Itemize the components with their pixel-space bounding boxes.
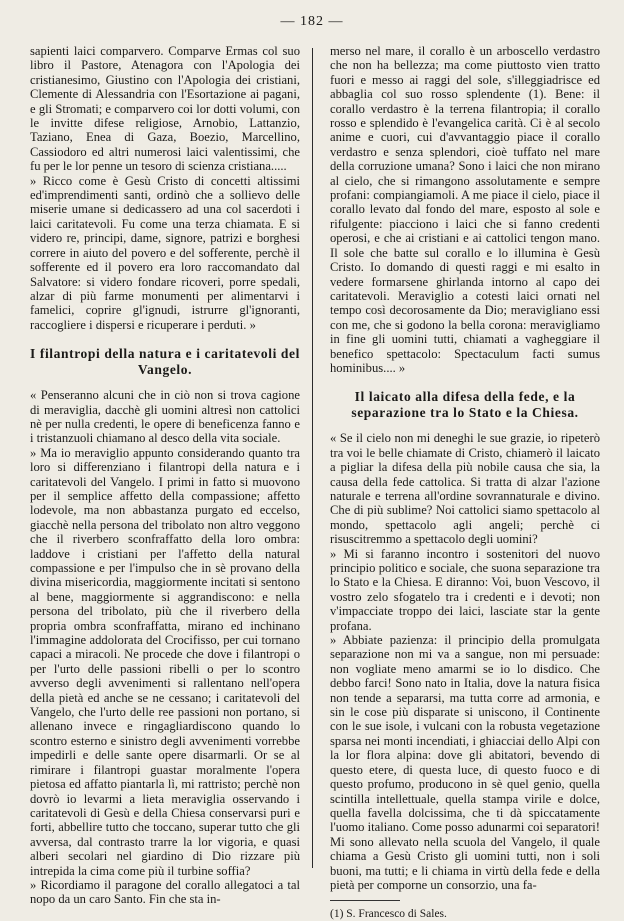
- paragraph: » Mi si faranno incontro i sostenitori del nuovo principio politico e sociale, che suona separazione tra lo Stato e la Chiesa. E diranno: Voi, buon Vescovo, il vostro zelo sfogatelo tra i credenti e i devoti; non v'impacciate troppo dei laici, lasciate star la gente profana.: [330, 546, 600, 633]
- section-heading: Il laicato alla difesa della fede, e la separazione tra lo Stato e la Chiesa.: [351, 389, 579, 421]
- column-divider: [312, 48, 313, 868]
- paragraph: « Penseranno alcuni che in ciò non si trova cagione di meraviglia, dacchè gli uomini altresì non cattolici nè per nulla credenti, le opere di beneficenza fanno e i tristanzuoli chiamano al desco della vita sociale.: [30, 388, 300, 446]
- page-number: — 182 —: [280, 14, 344, 29]
- paragraph: » Ricco come è Gesù Cristo di concetti altissimi ed'imprendimenti santi, ordinò che a sollievo delle miserie umane si dedicassero ad una col sacerdoti i laici caritatevoli. Fu come una terza chiamata. E si videro re, principi, dame, signore, patrizi e borghesi correre in aiuto del povero e del sofferente, perchè il sofferente ed il povero era loro raccomandato dal Salvatore: si videro fondare ricoveri, porre spedali, alzar di più farme monumenti per alimentarvi i famelici, coprire gl'ignudi, istrurre gl'ignoranti, raccogliere i dispersi e ricuperare i perduti. »: [30, 173, 300, 332]
- right-column: [330, 44, 600, 921]
- paragraph: » Ricordiamo il paragone del corallo allegatoci a tal nopo da un caro Santo. Fin che sta in-: [30, 877, 300, 907]
- left-column: [30, 44, 300, 907]
- footnote-rule: [330, 900, 400, 901]
- paragraph: » Abbiate pazienza: il principio della promulgata separazione non mi va a sangue, non mi persuade: non vogliate meno amarmi se io lo disdico. Che debbo farci! Sono nato in Italia, dove la natura fisica non tende a separarsi, ma tutta corre ad armonia, e sin le cose più disparate si uniscono, il Continente con le sue isole, i vulcani con la robusta vegetazione sparsa nei monti incendiati, i ghiacciai dello Alpi con la lor flora alpina: dove gli abitatori, bevendo di questo etere, di questa luce, di questo fuoco e di questo profumo, producono in sè quel genio, quella scintilla intellettuale, quella stampa virile e dolce, quella favella dolcissima, che ti dà spiccatamente l'uomo italiano. Come posso adunarmi coi separatori! Mi sono allevato nella scuola del Vangelo, il quale chiama a Gesù Cristo gli uomini tutti, non i soli buoni, ma tutti; e li chiama in virtù della fede e della pietà per comporne un consorzio, una fa-: [330, 633, 600, 892]
- paragraph: merso nel mare, il corallo è un arboscello verdastro che non ha bellezza; ma come piuttosto vien tratto fuori e messo ai raggi del sole, s'illeggiadrisce ed abbaglia col suo rosso splendente (1). Bene: il corallo verdastro è la terrena filantropia; il corallo rosso e splendido è l'evangelica carità. Ci è al secolo anime e cuori, cui d'avvantaggio piace il corallo verdastro e senza splendori, cioè tuffato nel mare della corruzione umana? Sono i laici che non mirano al cielo, che si rimangono assolutamente e sempre profani: compiangiamoli. A me piace il cielo, piace il corallo levato dal fondo del mare, esposto al sole e rifulgente: piacciono i laici che si fanno credenti operosi, e che ai cristiani e ai cattolici tengon mano. Il sole che batte sul corallo e lo illumina è Gesù Cristo. Io domando di questi raggi e mi esalto in vedere formarsene ghirlanda intorno al capo dei caritatevoli. Meraviglio a cotesti laici ornati nel tempo così decorosamente da Dio; meravigliano essi con me, che si godono la bella corona: meravigliamo in fine gli uomini tutti, chiamati a vagheggiare il benefico spettacolo: Spectaculum facti sumus hominibus.... »: [330, 44, 600, 375]
- footnote: (1) S. Francesco di Sales.: [330, 908, 447, 921]
- section-heading: I filantropi della natura e i caritatevoli del Vangelo.: [30, 346, 300, 378]
- paragraph: » Ma io meraviglio appunto considerando quanto tra loro si differenziano i filantropi della natura e i caritatevoli del Vangelo. I primi in fatto si muovono per il semplice affetto della compassione; affetto lodevole, ma non abbastanza purgato ed eccelso, giacchè nella persona del tribolato non altro veggono che il riverbero sconfraffatto della loro ombra: laddove i cristiani per l'affetto della natural compassione e per l'impulso che in sè provano della divina misericordia, maggiormente incitati si sentono al bene, maggiormente si aggrandiscono: e nella persona del tribolato, più che il riverbero della propria ombra sconfraffatta, mirano ed inchinano l'immagine addolorata del Crocifisso, per cui tornano capaci a miracoli. Ne procede che dove i filantropi o per l'urto delle passioni ribelli o per lo scontro avverso degli avvenimenti si rallentano nell'opera della pietà ed anche se ne cessano; i caritatevoli del Vangelo, che l'urto delle ree passioni non portano, si allenano invece e ringagliardiscono quando lo scontro esterno e sinistro degli avvenimenti vorrebbe impedirli e delle sante opere disarmarli. Or se al rimirare i filantropi guastar moralmente l'opera pietosa ed affatto piantarla lì, mi rattristo; perchè non dovrò io levarmi a lieta meraviglia osservando i caritatevoli di Gesù e della Chiesa conservarsi puri e forti, abbellire tutto che toccano, superar tutto che gli avversa, dal contrasto trarre la lor vigoria, e quasi alberi secolari nel giardino di Dio rizzare più intrepida la cima come più il turbine soffia?: [30, 445, 300, 878]
- paragraph: « Se il cielo non mi deneghi le sue grazie, io ripeterò tra voi le belle chiamate di Cristo, chiamerò il laicato a pigliar la difesa della più nobile causa che sia, la causa della fede cattolica. Si tratta di alzar l'azione naturale e terrena all'ordine sovrannaturale e divino. Che di più sublime? Noi cattolici siamo spettacolo al mondo, spettacolo agli angeli; perchè ci risuscitremmo a spettacolo degli uomini?: [330, 431, 600, 547]
- paragraph: sapienti laici comparvero. Comparve Ermas col suo libro il Pastore, Atenagora con l'Apologia dei cristianesimo, Giustino con l'Apologia dei cristiani, Clemente di Alessandria con l'Esortazione ai pagani, e gli Stromati; e comparvero coi lor dotti volumi, con le invitte difese religiose, Arnobio, Lattanzio, Taziano, Enea di Gaza, Boezio, Marcellino, Cassiodoro ed altri numerosi laici valentissimi, che fu per le lor penne un tesoro di scienza cristiana.....: [30, 44, 300, 174]
